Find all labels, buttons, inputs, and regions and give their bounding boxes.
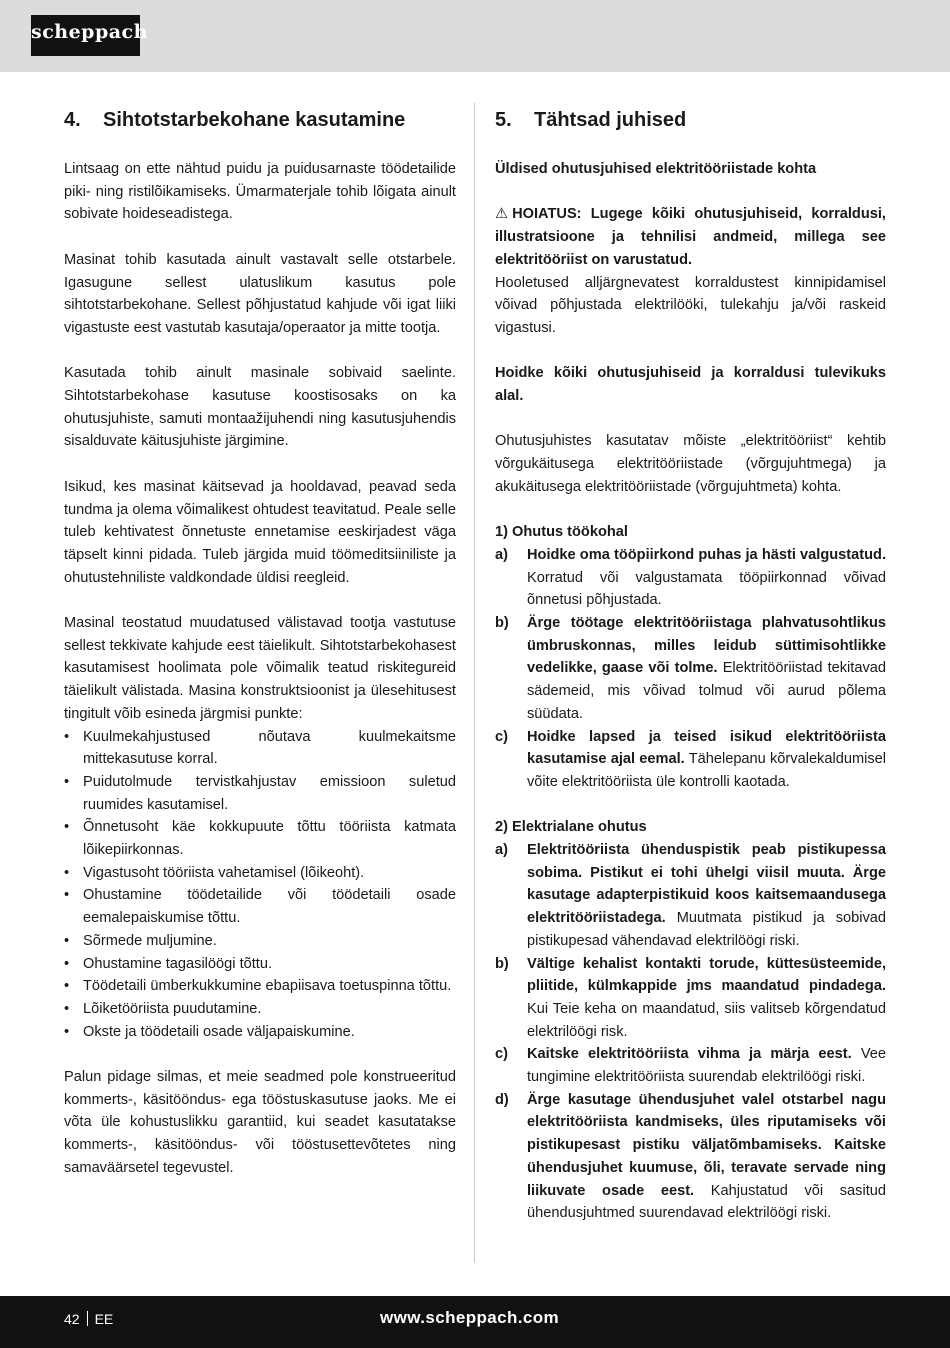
section-title: Tähtsad juhised <box>534 109 687 131</box>
item-text: Korratud või valgustamata tööpiirkonnad võivad õnnetusi põhjustada. <box>527 569 886 609</box>
subsection-title: 2) Elektrialane ohutus <box>495 819 647 836</box>
page-number: 42 <box>64 1311 80 1327</box>
electrical-safety-list <box>495 839 886 1225</box>
item-bold: Vältige kehalist kontakti torude, küttesüsteemide, pliitide, külmkappide jms maandatud pindadega. <box>527 955 886 995</box>
list-item <box>495 726 886 794</box>
subsection-title: 1) Ohutus töökohal <box>495 524 628 541</box>
list-item: • Okste ja töödetaili osade väljapaiskumine. <box>64 1021 456 1044</box>
warning-text: HOIATUS: Lugege kõiki ohutusjuhiseid, korraldusi, illustratsioone ja tehnilisi andmeid, millega see elektritööriist on varustatud. <box>495 206 886 268</box>
item-marker: c) <box>495 728 508 745</box>
website-link[interactable]: www.scheppach.com <box>380 1308 560 1327</box>
brand-logo <box>31 15 148 56</box>
paragraph: Masinal teostatud muudatused välistavad tootja vastutuse sellest tekkivate kahjude eest täielikult. Sihtotstarbekohasest kasutamisest hoolimata pole võimalik teatud riskitegureid täielikult välistada. Masina konstruktsioonist ja ülesehitusest tingitult võib esineda järgmisi punkte: <box>64 615 456 722</box>
item-bold: Ärge töötage elektritööriistaga plahvatusohtlikus ümbruskonnas, milles leidub süttimisohtlikke vedelikke, gaase või tolme. <box>527 615 886 677</box>
item-marker: b) <box>495 615 509 631</box>
column-divider <box>474 103 475 1263</box>
list-item: • Lõiketööriista puudutamine. <box>64 998 456 1021</box>
page-header <box>0 0 950 72</box>
item-marker: c) <box>495 1046 508 1063</box>
item-marker: b) <box>495 955 509 972</box>
list-item: • Õnnetusoht käe kokkupuute tõttu tööriista katmata lõikepiirkonnas. <box>64 816 456 861</box>
workplace-safety-list <box>495 544 886 794</box>
list-item <box>495 839 886 953</box>
list-item: • Vigastusoht tööriista vahetamisel (lõikeoht). <box>64 862 456 885</box>
paragraph: Lintsaag on ette nähtud puidu ja puidusarnaste töödetailide piki- ning ristilõikamiseks. Ümarmaterjale tohib lõigata ainult sobivate hoideseadistega. <box>64 161 456 223</box>
page-indicator <box>64 1311 113 1327</box>
list-item <box>495 544 886 612</box>
list-item: • Ohustamine tagasilöögi tõttu. <box>64 953 456 976</box>
footer-separator <box>87 1311 88 1326</box>
item-marker: a) <box>495 842 508 859</box>
page-footer <box>0 1296 950 1348</box>
section-4-heading <box>64 106 456 134</box>
list-item: • Kuulmekahjustused nõutava kuulmekaitsme mittekasutuse korral. <box>64 726 456 771</box>
item-text: Elektritööriistad tekitavad sädemeid, mis võivad tolmud või aurud põlema süüdata. <box>527 660 886 722</box>
item-bold: Hoidke oma tööpiirkond puhas ja hästi valgustatud. <box>527 546 886 563</box>
item-text: Muutmata pistikud ja sobivad pistikupesad vähendavad elektrilöögi riski. <box>527 910 886 949</box>
item-marker: d) <box>495 1091 509 1108</box>
list-item: • Puidutolmude tervistkahjustav emissioon suletud ruumides kasutamisel. <box>64 771 456 816</box>
right-column <box>495 106 886 1225</box>
list-item: • Ohustamine töödetailide või töödetaili osade eemalepaiskumise tõttu. <box>64 884 456 929</box>
list-item: • Töödetaili ümberkukkumine ebapiisava toetuspinna tõttu. <box>64 975 456 998</box>
item-bold: Elektritööriista ühenduspistik peab pistikupessa sobima. Pistikut ei tohi ühelgi viisil muuta. Ärge kasutage adapterpistikuid koos kaitsemaandusega elektritööriistadega. <box>527 842 886 927</box>
keep-instructions: Hoidke kõiki ohutusjuhiseid ja korraldusi tulevikuks alal. <box>495 365 886 404</box>
warning-icon: ⚠ <box>495 206 509 223</box>
paragraph: Ohutusjuhistes kasutatav mõiste „elektritööriist“ kehtib võrgukäitusega elektritööriistade (võrgujuhtmega) ja akukäitusega elektritööriistade (võrgujuhtmeta) kohta. <box>495 433 886 495</box>
left-column <box>64 106 456 1180</box>
brand-logo-text: scheppach <box>31 21 148 43</box>
section-number: 5. <box>495 109 512 131</box>
list-item <box>495 953 886 1044</box>
item-text: Kui Teie keha on maandatud, siis valitseb kõrgendatud elektrilöögi risk. <box>527 1000 886 1040</box>
item-text: Kahjustatud või sasitud ühendusjuhtmed suurendavad elektrilöögi riski. <box>527 1182 886 1222</box>
item-bold: Kaitske elektritööriista vihma ja märja eest. <box>527 1046 852 1063</box>
item-text: Vee tungimine elektritööriista suurendab elektrilöögi riski. <box>527 1046 886 1086</box>
list-item <box>495 612 886 726</box>
subtitle: Üldised ohutusjuhised elektritööriistade kohta <box>495 161 817 177</box>
item-bold: Hoidke lapsed ja teised isikud elektritööriista kasutamise ajal eemal. <box>527 728 886 768</box>
section-number: 4. <box>64 109 81 131</box>
paragraph: Palun pidage silmas, et meie seadmed pole konstrueeritud kommerts-, käsitööndus- ega tööstuskasutuse jaoks. Me ei võta üle kohustuslikku garantiid, kui seadet kasutatakse kommerts-, käsitööndus- või tööstusettevõtetes ning samaväärsetel tegevustel. <box>64 1069 456 1176</box>
item-marker: a) <box>495 546 508 563</box>
paragraph: Masinat tohib kasutada ainult vastavalt selle otstarbele. Igasugune sellest ulatuslikum kasutus pole sihtotstarbekohane. Sellest põhjustatud kahjude või igat liiki vigastuste eest vastutab kasutaja/operaator ja mitte tootja. <box>64 251 456 336</box>
paragraph: Kasutada tohib ainult masinale sobivaid saelinte. Sihtotstarbekohase kasutuse koostisosaks on ka ohutusjuhiste, samuti montaažijuhendi ning kasutusjuhendis sisalduvate käitusjuhiste järgimine. <box>64 365 456 450</box>
warning-paragraph <box>495 203 886 271</box>
paragraph: Isikud, kes masinat käitsevad ja hooldavad, peavad seda tundma ja olema võimalikest ohtudest teavitatud. Peale selle tuleb kehtivatest õnnetuste ennetamise eeskirjadest väga täpselt kinni pidada. Tuleb järgida muid töömeditsiiniliste ja ohutustehniliste valdkondade üldisi reegleid. <box>64 478 456 586</box>
language-code: EE <box>94 1311 114 1327</box>
list-item <box>495 1043 886 1088</box>
item-bold: Ärge kasutage ühendusjuhet valel otstarbel nagu elektritööriista kandmiseks, üles riputamiseks või pistikupesast pistiku väljatõmbamiseks. Kaitske ühendusjuhet kuumuse, õli, teravate servade ning liikuvate osade eest. <box>527 1091 886 1199</box>
risk-list <box>64 726 456 1044</box>
section-5-heading <box>495 106 886 134</box>
list-item <box>495 1089 886 1225</box>
list-item: • Sõrmede muljumine. <box>64 930 456 953</box>
paragraph: Hooletused alljärgnevatest korraldustest kinnipidamisel võivad põhjustada elektrilööki, tulekahju ja/või raskeid vigastusi. <box>495 274 886 336</box>
item-text: Tähelepanu kõrvalekaldumisel võite elektritööriista üle kontrolli kaotada. <box>527 751 886 790</box>
section-title: Sihtotstarbekohane kasutamine <box>103 109 406 131</box>
